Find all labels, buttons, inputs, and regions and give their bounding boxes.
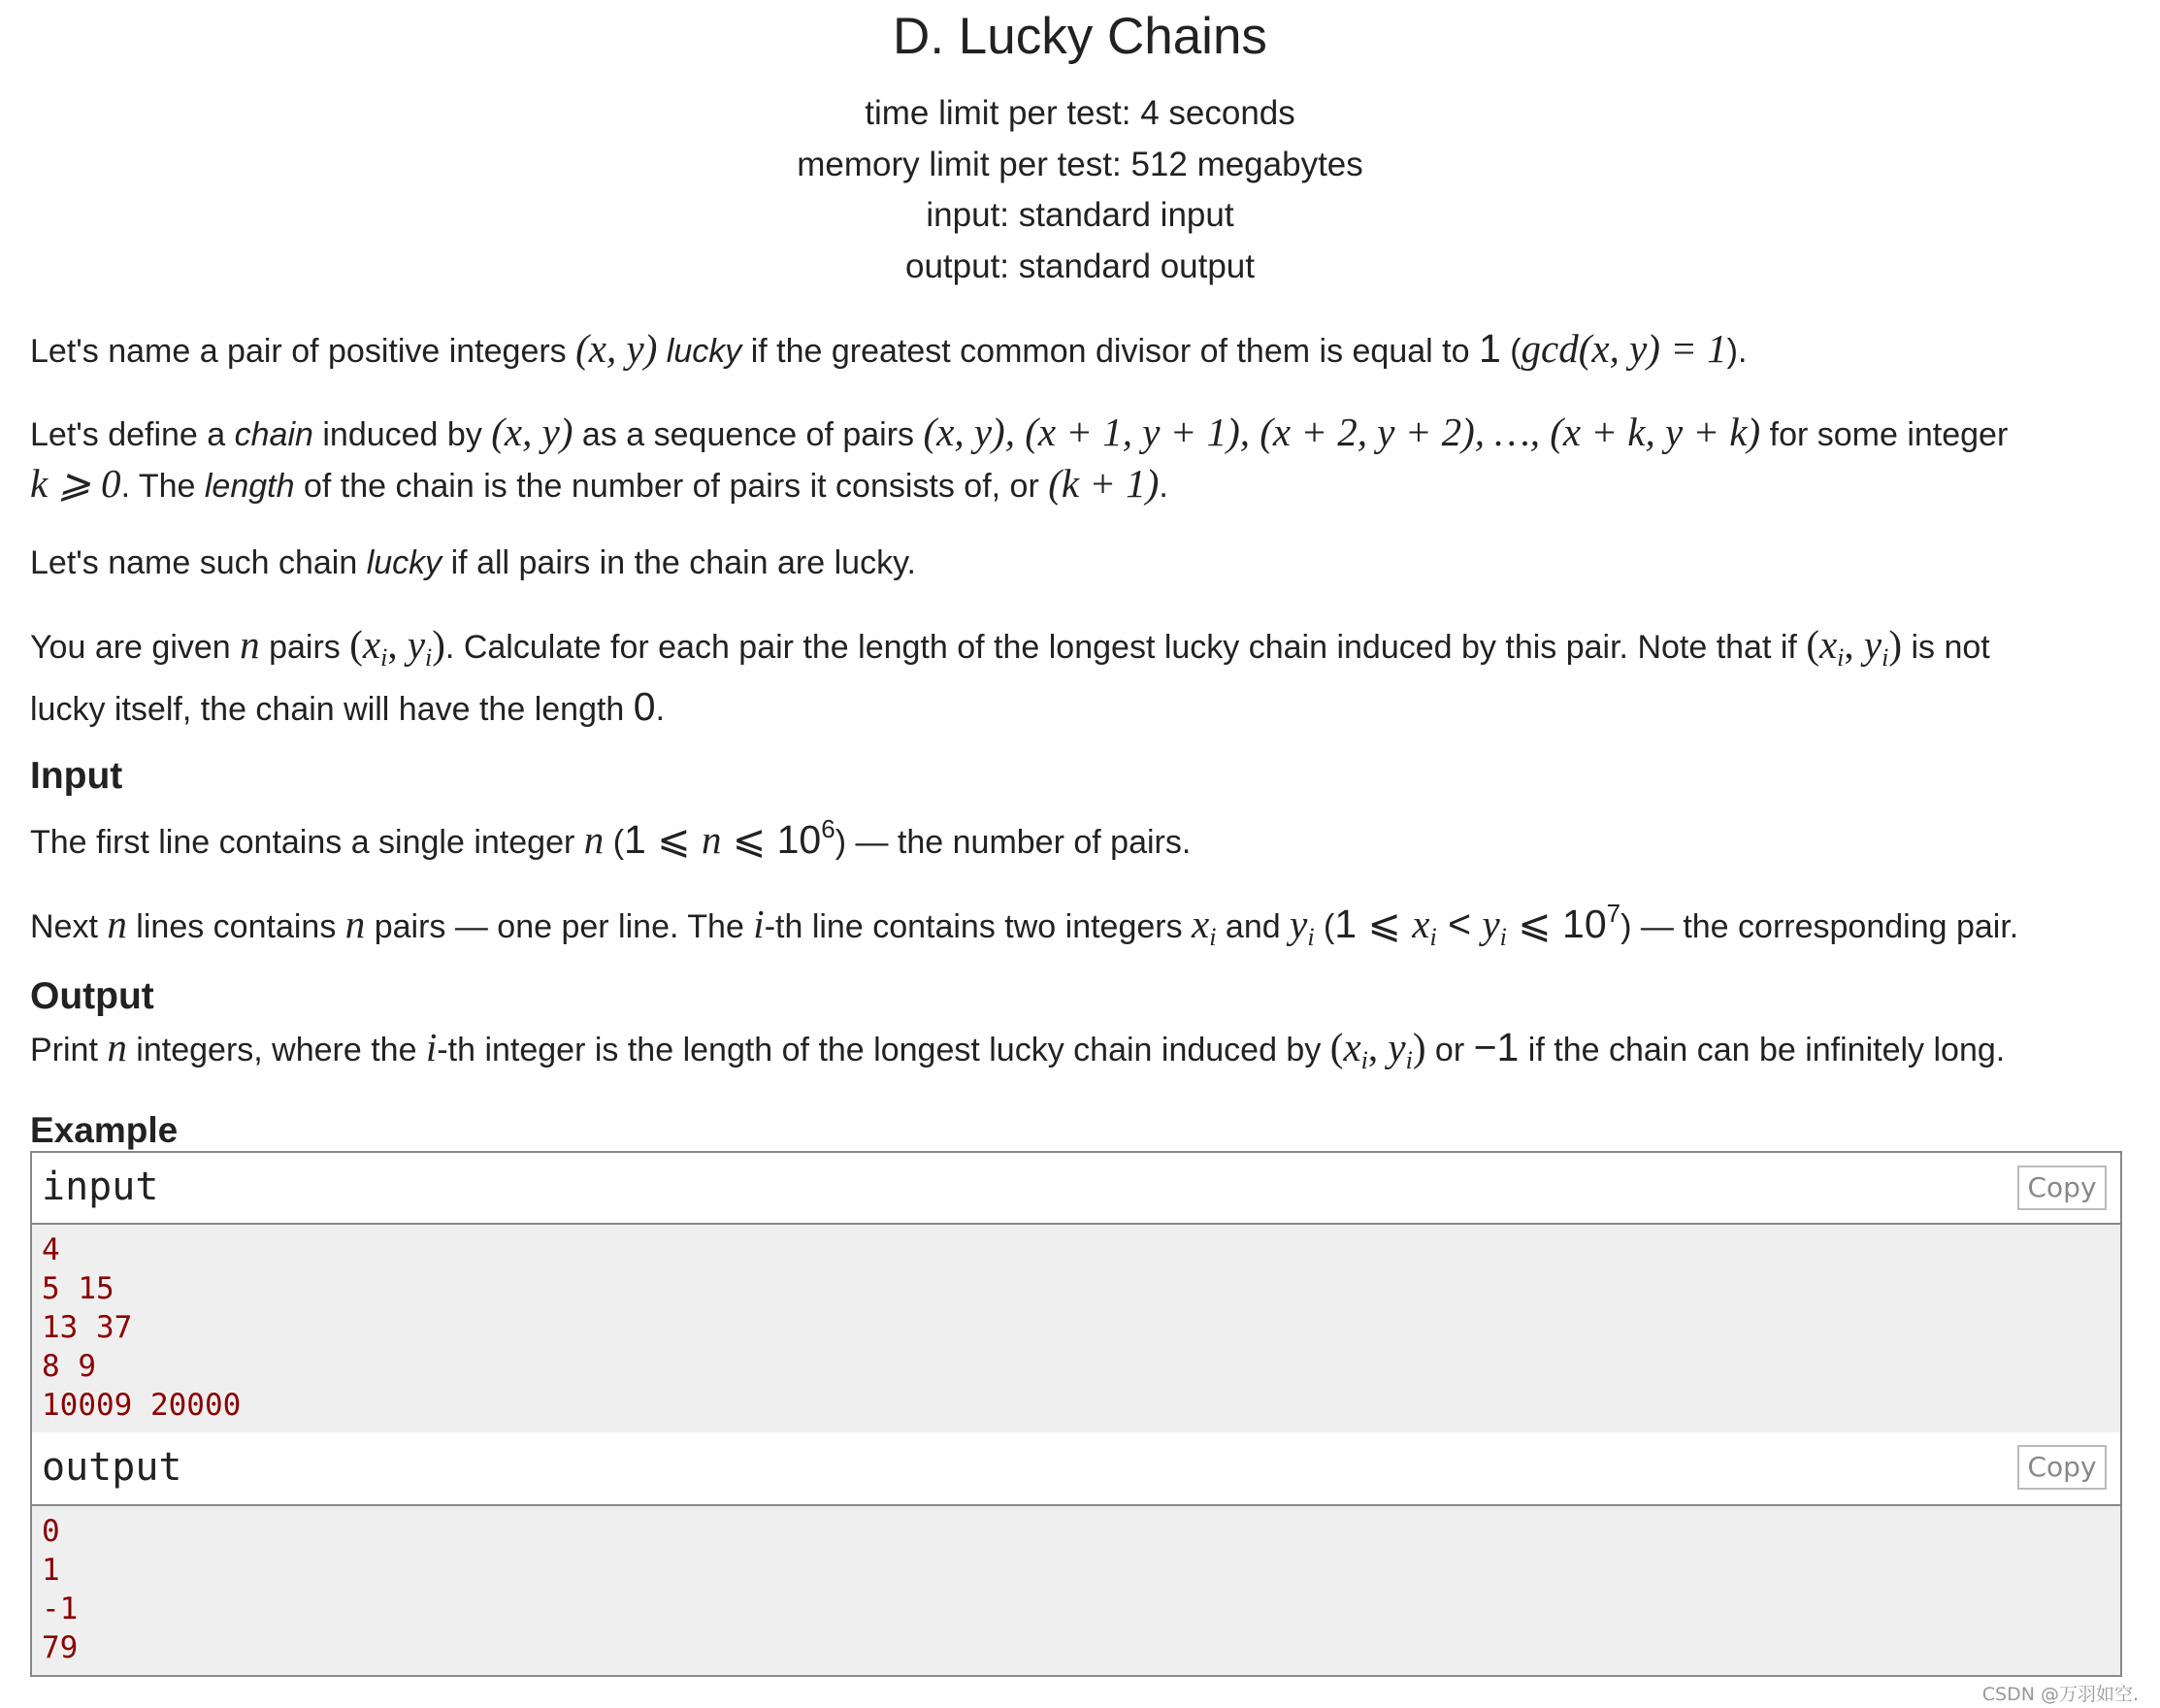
math-sub-i: i [1360,1046,1368,1074]
text: Let's name a pair of positive integers [30,333,576,370]
math-x: x [1818,622,1838,667]
input-line: 13 37 [42,1310,133,1345]
output-line: 1 [42,1553,60,1588]
text: if the chain can be infinitely long. [1519,1032,2006,1068]
input-spec-line-1 [30,805,2136,867]
math-sub-i: i [380,643,388,672]
math-y: y [1863,622,1882,667]
copy-input-button[interactable]: Copy [2017,1166,2107,1210]
output-section-heading: Output [30,975,154,1017]
math-pair-xi-yi [1806,622,1902,672]
text: if the greatest common divisor of them is equal to [741,333,1479,370]
math-bound: ⩽ 10 [1506,902,1607,946]
input-section-heading: Input [30,755,123,797]
math-sub-i: i [1499,923,1507,951]
math-sub-i: i [1307,923,1315,951]
text: You are given [30,629,241,666]
emphasis-length: length [204,468,295,505]
math-n: n [701,817,722,862]
math-gcd: gcd(x, y) = 1 [1521,326,1727,371]
math-paren: ) [1888,622,1902,667]
math-pair-xi-yi [1329,1025,1426,1074]
math-bound: 1 ⩽ [624,817,702,862]
math-x: x [1192,902,1210,946]
text: as a sequence of pairs [573,416,924,453]
math-sub-i: i [1209,923,1217,951]
math-n: n [107,1025,127,1069]
text: ). [1726,333,1748,370]
statement-paragraph-2 [30,408,2136,510]
example-output-header [32,1432,2120,1506]
math-x: x [362,622,381,667]
math-paren: ( [349,622,363,667]
output-line: -1 [42,1592,79,1626]
math-n: n [107,902,127,946]
math-n: n [583,817,605,862]
example-output-content[interactable] [32,1506,2120,1675]
text: . [1159,468,1168,505]
memory-limit: memory limit per test: 512 megabytes [797,146,1363,183]
math-exponent: 7 [1606,899,1621,928]
text: . The [120,468,205,505]
math-x: x [1343,1025,1361,1069]
math-pair-xy: (x, y) [575,326,658,371]
emphasis-chain: chain [234,416,313,453]
math-comma: , [1844,622,1864,667]
problem-title: D. Lucky Chains [893,8,1267,65]
math-k-nonneg: k ⩾ 0 [30,461,121,506]
math-x: x [1412,902,1430,946]
text: for some integer [1760,416,2009,453]
math-k-plus-1: (k + 1) [1048,461,1160,506]
math-paren: ( [1806,622,1819,667]
example-input-title: input [42,1165,159,1209]
math-one: 1 [1478,326,1501,371]
math-y: y [1388,1025,1406,1069]
output-line: 79 [42,1630,79,1665]
math-n: n [344,902,366,946]
text: . [655,691,666,728]
example-input-content[interactable] [32,1225,2120,1434]
math-sub-i: i [1405,1046,1413,1074]
input-spec-line-2 [30,889,2136,962]
math-sub-i: i [425,643,433,672]
text: of the chain is the number of pairs it consists of, or [294,468,1049,505]
input-line: 10009 20000 [42,1388,242,1423]
output-line: 0 [42,1514,60,1549]
example-input-header [32,1153,2120,1225]
math-pair-xi-yi [349,622,445,672]
text: lines contains [126,908,345,945]
example-output-box [30,1432,2122,1677]
math-comma: , [387,622,408,667]
example-heading: Example [30,1110,179,1150]
math-minus-one: −1 [1473,1025,1520,1069]
text: Let's define a [30,416,235,453]
example-output-title: output [42,1445,182,1490]
copy-output-button[interactable]: Copy [2017,1445,2107,1490]
input-line: 4 [42,1232,60,1267]
text: and [1216,908,1291,945]
example-input-box [30,1151,2122,1434]
text: ( [604,824,625,861]
emphasis-lucky: lucky [666,333,742,370]
output-type: output: standard output [905,247,1255,285]
math-bound: ⩽ 10 [721,817,822,862]
text: ( [1314,908,1335,945]
output-spec-line-1 [30,1023,2136,1085]
text: integers, where the [126,1032,426,1068]
text: Print [30,1032,108,1068]
statement-paragraph-1 [30,324,2136,376]
text: Next [30,908,108,945]
statement-paragraph-3 [30,539,2136,587]
math-exponent: 6 [821,814,835,843]
math-i: i [753,902,765,946]
math-zero: 0 [633,684,656,729]
text: -th line contains two integers [764,908,1193,945]
math-sub-i: i [1837,643,1845,672]
text: pairs [259,629,350,666]
math-paren: ) [432,622,445,667]
text: if all pairs in the chain are lucky. [442,544,916,581]
statement-paragraph-4 [30,620,2136,734]
input-line: 8 9 [42,1349,96,1384]
text: lucky itself, the chain will have the length [30,691,634,728]
text: The first line contains a single integer [30,824,584,861]
text: pairs — one per line. The [365,908,754,945]
math-bound: 1 ⩽ [1334,902,1413,946]
input-type: input: standard input [926,196,1234,234]
math-sub-i: i [1429,923,1437,951]
emphasis-lucky: lucky [366,544,442,581]
text: ) — the corresponding pair. [1620,908,2019,945]
watermark: CSDN @万羽如空. [1981,1684,2139,1705]
text: ) — the number of pairs. [835,824,1192,861]
math-paren: ( [1329,1025,1344,1069]
math-y: y [1290,902,1308,946]
text: is not [1902,629,1990,666]
text: Let's name such chain [30,544,367,581]
math-y: y [407,622,426,667]
math-paren: ) [1412,1025,1426,1069]
text: ( [1500,333,1522,370]
math-sub-i: i [1882,643,1889,672]
text: -th integer is the length of the longest lucky chain induced by [437,1032,1330,1068]
math-i: i [425,1025,438,1069]
math-chain-sequence: (x, y), (x + 1, y + 1), (x + 2, y + 2), …, (x + k, y + k) [923,410,1761,454]
text: induced by [312,416,492,453]
math-pair-xy: (x, y) [491,410,573,454]
text: or [1425,1032,1474,1068]
time-limit: time limit per test: 4 seconds [865,94,1295,132]
input-line: 5 15 [42,1271,115,1306]
math-less-than: < [1436,902,1483,946]
math-n: n [240,622,260,667]
math-comma: , [1367,1025,1389,1069]
text: . Calculate for each pair the length of the longest lucky chain induced by this pair. Note that if [444,629,1807,666]
math-y: y [1482,902,1500,946]
